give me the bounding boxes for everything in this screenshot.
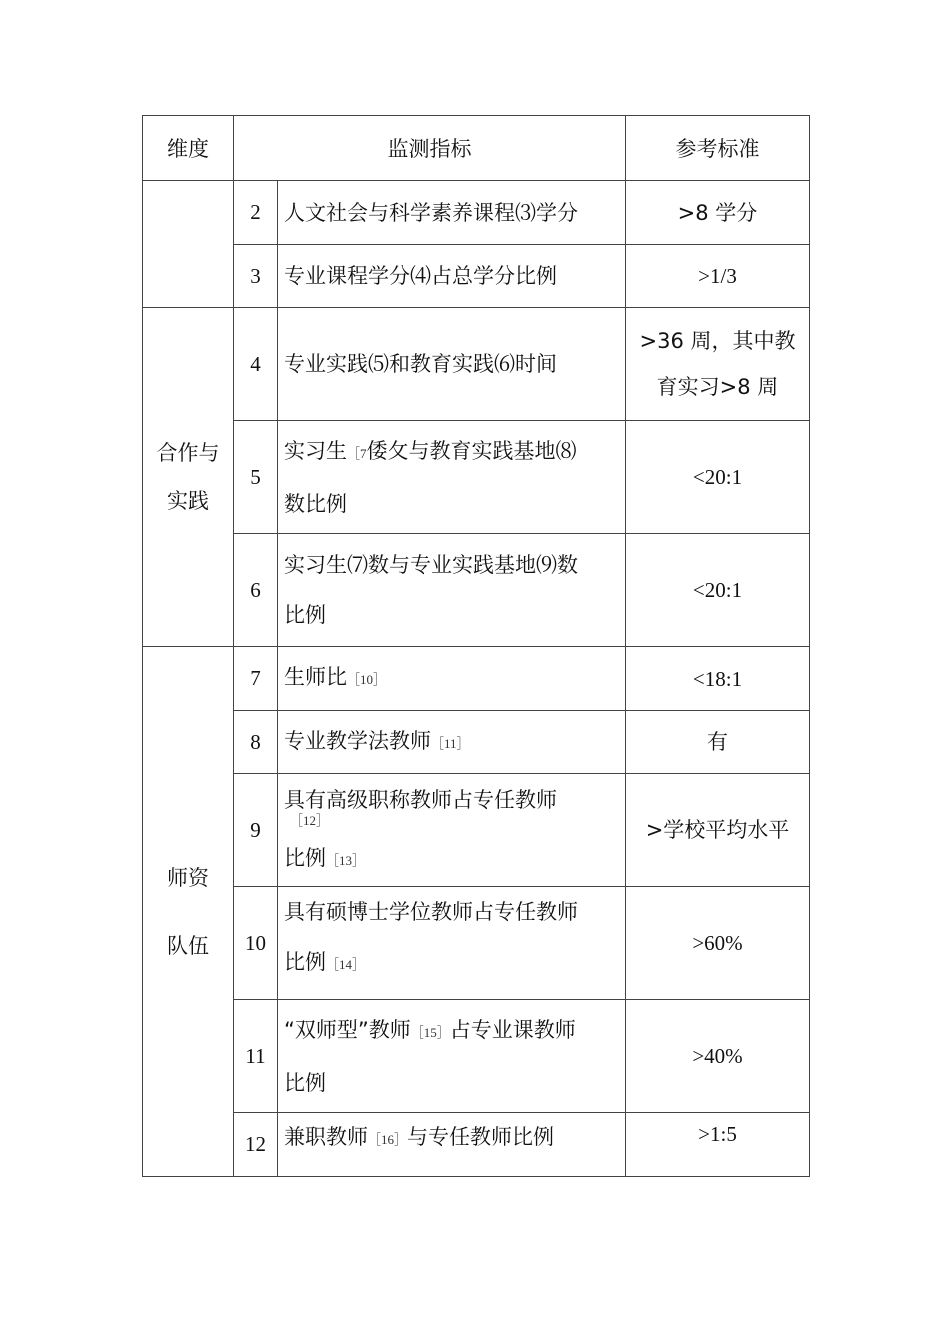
row-number: 2 [234,181,278,245]
indicator-text: 生师比［10］ [278,647,626,711]
dimension-label-line2: 实践 [167,489,209,513]
standard-value: <20:1 [626,534,810,647]
footnote-ref: ［10］ [347,672,387,687]
table-row [143,1113,810,1177]
row-number: 11 [234,1000,278,1113]
indicator-text: 具有高级职称教师占专任教师 ［12］ 比例［13］ [278,774,626,887]
table-row [143,774,810,887]
standard-line1: >36 周，其中教 [639,329,796,353]
standard-value: <20:1 [626,421,810,534]
standard-value: <18:1 [626,647,810,711]
dimension-cell-faculty [143,647,234,1177]
standard-value: 有 [626,711,810,774]
footnote-ref: ［15］ [410,1024,450,1040]
footnote-ref: ［11］ [431,735,470,751]
footnote-ref: ［13］ [326,852,366,868]
standard-value: >8 学分 [626,181,810,245]
header-standard: 参考标准 [626,116,810,181]
footnote-ref: ［16］ [368,1132,408,1147]
row-number: 3 [234,245,278,308]
row-number: 6 [234,534,278,647]
indicator-text: 实习生［7倭攵与教育实践基地⑻ 数比例 [278,421,626,534]
footnote-ref: ［14］ [326,957,366,972]
row-number: 9 [234,774,278,887]
standard-line2: 育实习>8 周 [656,375,779,399]
row-number: 8 [234,711,278,774]
table-row [143,245,810,308]
dimension-label-line1: 合作与 [156,441,220,465]
indicator-text: 兼职教师［16］与专任教师比例 [278,1113,626,1177]
header-dimension: 维度 [143,116,234,181]
standard-value [626,308,810,421]
standard-value: >1/3 [626,245,810,308]
table-row [143,1000,810,1113]
standard-value: >40% [626,1000,810,1113]
table-row [143,181,810,245]
table-row [143,711,810,774]
dimension-cell-empty [143,181,234,308]
dimension-label-line2: 队伍 [167,933,209,958]
table-row [143,421,810,534]
table-header-row [143,116,810,181]
row-number: 10 [234,887,278,1000]
row-number: 4 [234,308,278,421]
indicator-text: 专业实践⑸和教育实践⑹时间 [278,308,626,421]
row-number: 7 [234,647,278,711]
standard-value: >60% [626,887,810,1000]
footnote-ref: ［12］ [290,812,330,828]
indicator-text: 专业课程学分⑷占总学分比例 [278,245,626,308]
indicator-text: 实习生⑺数与专业实践基地⑼数 比例 [278,534,626,647]
standard-value: >1:5 [626,1113,810,1177]
dimension-label-line1: 师资 [167,865,209,890]
monitoring-indicator-table [142,115,810,1177]
table-row [143,647,810,711]
footnote-ref: ［7 [347,445,367,461]
table-row [143,534,810,647]
header-indicator: 监测指标 [234,116,626,181]
indicator-text: “双师型”教师［15］占专业课教师 比例 [278,1000,626,1113]
indicator-text: 具有硕博士学位教师占专任教师 比例［14］ [278,887,626,1000]
table-row [143,308,810,421]
indicator-text: 专业教学法教师［11］ [278,711,626,774]
row-number: 5 [234,421,278,534]
row-number: 12 [234,1113,278,1177]
indicator-text: 人文社会与科学素养课程⑶学分 [278,181,626,245]
table-row [143,887,810,1000]
standard-value: >学校平均水平 [626,774,810,887]
dimension-cell-cooperation-practice [143,308,234,647]
